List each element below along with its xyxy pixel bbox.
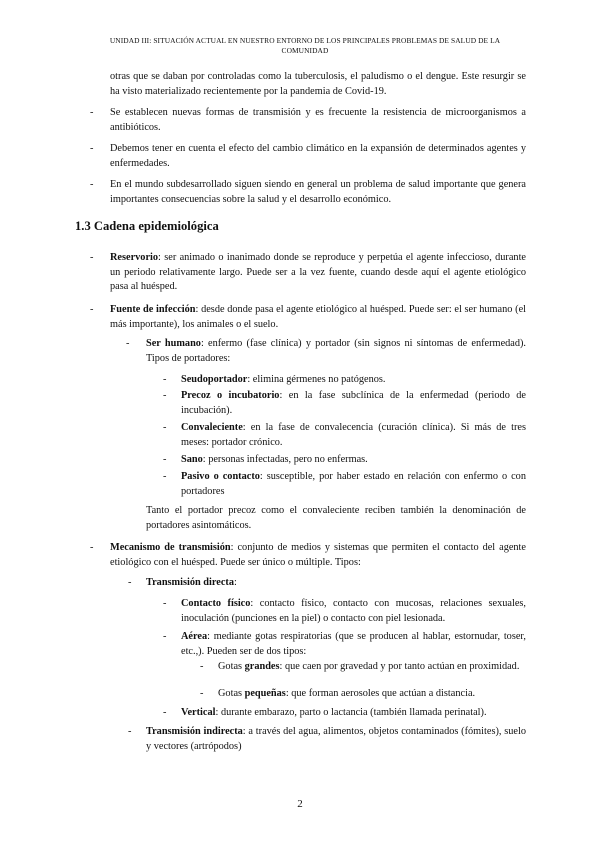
running-header [60, 36, 550, 56]
term-text: : mediante gotas respiratorias (que se producen al hablar, estornudar, toser, etc.,). Pueden ser de dos tipos: [181, 631, 526, 657]
term-label: Fuente de infección [110, 304, 196, 315]
term-text: : que caen por gravedad y por tanto actúan en proximidad. [279, 661, 520, 672]
term-label: Precoz o incubatorio [181, 390, 280, 401]
term-label: Seudoportador [181, 374, 248, 385]
item-mecanismo [110, 541, 526, 570]
term-label: Vertical [181, 707, 216, 718]
header-line-2: COMUNIDAD [281, 46, 329, 55]
term-text: : [234, 577, 237, 588]
term-text: : elimina gérmenes no patógenos. [247, 374, 386, 385]
term-text: : desde donde pasa el agente etiológico al huésped. Puede ser: el ser humano (el más importante), los animales o el suelo. [110, 304, 527, 330]
item-reservorio [110, 251, 526, 295]
bullet-dash: - [90, 179, 94, 190]
section-heading: 1.3 Cadena epidemiológica [75, 219, 219, 233]
item-ser-humano [146, 337, 526, 366]
term-prefix: Gotas [218, 688, 245, 699]
bullet-dash: - [90, 304, 94, 315]
item-portador [181, 453, 526, 468]
note-paragraph: Tanto el portador precoz como el convaleciente reciben también la denominación de portadores asintomáticos. [146, 505, 526, 531]
bullet-dash: - [128, 726, 132, 737]
term-label: Convaleciente [181, 422, 243, 433]
item-vertical [181, 706, 526, 721]
bullet-dash: - [163, 390, 167, 401]
bullet-dash: - [90, 542, 94, 553]
bullet-dash: - [163, 422, 167, 433]
term-label: Reservorio [110, 252, 159, 263]
bullet-dash: - [90, 107, 94, 118]
term-text: : susceptible, por haber estado en relación con enfermo o con portadores [181, 471, 526, 497]
bullet-dash: - [90, 143, 94, 154]
term-label: Mecanismo de transmisión [110, 542, 231, 553]
term-text: : durante embarazo, parto o lactancia (también llamada perinatal). [215, 707, 487, 718]
bullet-dash: - [128, 577, 132, 588]
intro-item: Debemos tener en cuenta el efecto del cambio climático en la expansión de determinados agentes y enfermedades. [110, 143, 526, 169]
item-indirecta [146, 725, 526, 754]
term-label: pequeñas [244, 688, 286, 699]
term-label: Aérea [181, 631, 208, 642]
term-label: Sano [181, 454, 203, 465]
term-label: Ser humano [146, 338, 201, 349]
bullet-dash: - [200, 688, 204, 699]
bullet-dash: - [163, 631, 167, 642]
intro-item: Se establecen nuevas formas de transmisión y es frecuente la resistencia de microorganismos a antibióticos. [110, 107, 526, 133]
item-portador [181, 421, 526, 450]
intro-continuation: otras que se daban por controladas como la tuberculosis, el paludismo o el dengue. Este resurgir se ha visto materializado recientemente por la pandemia de Covid-19. [110, 71, 526, 97]
bullet-dash: - [163, 454, 167, 465]
item-gotas-grandes [218, 660, 526, 675]
term-text: : ser animado o inanimado donde se reproduce y perpetúa el agente infeccioso, durante un periodo relativamente largo. Puede ser a la vez fuente, cuando desde aquí el agente etiológico pasa al huésped. [110, 252, 526, 293]
item-portador [181, 389, 526, 418]
item-fuente [110, 303, 526, 332]
page-number: 2 [297, 798, 303, 810]
bullet-dash: - [163, 707, 167, 718]
term-text: : contacto físico, contacto con mucosas, relaciones sexuales, inoculación (punciones en la piel) o contacto con piel lesionada. [181, 598, 526, 624]
item-gotas-pequenas [218, 687, 526, 702]
bullet-dash: - [163, 471, 167, 482]
term-text: : personas infectadas, pero no enfermas. [202, 454, 368, 465]
term-text: : en la fase de convalecencia (curación clínica). Si más de tres meses: portador crónico. [181, 422, 526, 448]
item-portador [181, 470, 526, 499]
bullet-dash: - [163, 598, 167, 609]
term-prefix: Gotas [218, 661, 245, 672]
term-text: : conjunto de medios y sistemas que permiten el contacto del agente etiológico con el huésped. Puede ser único o múltiple. Tipos: [110, 542, 526, 568]
term-label: grandes [244, 661, 280, 672]
intro-item: En el mundo subdesarrollado siguen siendo en general un problema de salud importante que genera importantes consecuencias sobre la salud y el desarrollo económico. [110, 179, 526, 205]
term-text: : en la fase subclínica de la enfermedad (periodo de incubación). [181, 390, 526, 416]
term-text: : que forman aerosoles que actúan a distancia. [285, 688, 476, 699]
item-directa [146, 576, 526, 591]
term-label: Contacto físico [181, 598, 251, 609]
term-label: Transmisión indirecta [146, 726, 243, 737]
term-label: Pasivo o contacto [181, 471, 260, 482]
term-text: : enfermo (fase clínica) y portador (sin signos ni síntomas de enfermedad). Tipos de portadores: [146, 338, 527, 364]
bullet-dash: - [163, 374, 167, 385]
item-contacto-fisico [181, 597, 526, 626]
term-text: : a través del agua, alimentos, objetos contaminados (fómites), suelo y vectores (artrópodos) [146, 726, 526, 752]
term-label: Transmisión directa [146, 577, 235, 588]
item-aerea [181, 630, 526, 659]
header-line-1: UNIDAD III: SITUACIÓN ACTUAL EN NUESTRO ENTORNO DE LOS PRINCIPALES PROBLEMAS DE SALUD DE LA [109, 36, 501, 45]
bullet-dash: - [126, 338, 130, 349]
item-portador [181, 373, 526, 388]
bullet-dash: - [90, 252, 94, 263]
bullet-dash: - [200, 661, 204, 672]
